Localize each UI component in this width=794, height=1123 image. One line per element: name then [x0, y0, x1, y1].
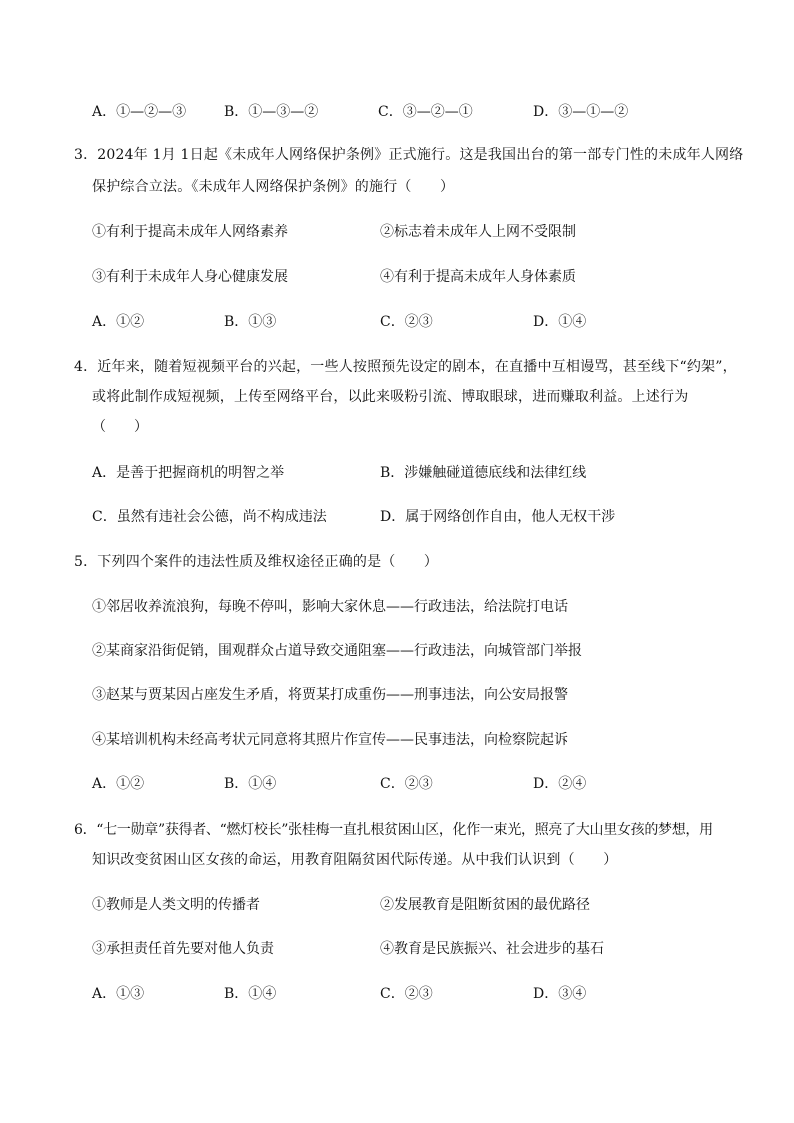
option-b: B．涉嫌触碰道德底线和法律红线	[380, 465, 587, 481]
question-stem: 3．2024年 1月 1日起《未成年人网络保护条例》正式施行。这是我国出台的第一部专门性的未成年人网络	[74, 147, 744, 163]
statement-item: ④某培训机构未经高考状元同意将其照片作宣传——民事违法，向检察院起诉	[92, 732, 568, 748]
option-b: B．①③	[224, 314, 277, 330]
option-a: A．①②	[92, 776, 145, 792]
statement-item: ②某商家沿街促销，围观群众占道导致交通阻塞——行政违法，向城管部门举报	[92, 643, 582, 659]
option-d: D．③—①—②	[533, 104, 629, 120]
question-stem: 6．“七一勋章”获得者、“燃灯校长”张桂梅一直扎根贫困山区，化作一束光，照亮了大山里女孩的梦想，用	[74, 822, 713, 838]
question-stem: 5．下列四个案件的违法性质及维权途径正确的是（ ）	[74, 554, 439, 570]
option-b: B．①④	[224, 776, 277, 792]
statement-item: ④有利于提高未成年人身体素质	[380, 269, 576, 285]
statement-item: ②发展教育是阻断贫困的最优路径	[380, 897, 590, 913]
option-d: D．属于网络创作自由，他人无权干涉	[380, 509, 616, 525]
option-d: D．③④	[533, 986, 587, 1002]
statement-item: ②标志着未成年人上网不受限制	[380, 224, 576, 240]
statement-item: ③有利于未成年人身心健康发展	[92, 269, 288, 285]
option-c: C．②③	[380, 986, 433, 1002]
option-a: A．是善于把握商机的明智之举	[92, 465, 285, 481]
option-c: C．③—②—①	[378, 104, 473, 120]
question-stem: 或将此制作成短视频，上传至网络平台，以此来吸粉引流、博取眼球，进而赚取利益。上述行为	[92, 389, 689, 405]
statement-item: ③承担责任首先要对他人负责	[92, 941, 274, 957]
question-stem: 4．近年来，随着短视频平台的兴起，一些人按照预先设定的剧本，在直播中互相谩骂，甚至线下“约架”，	[74, 359, 737, 375]
option-c: C．②③	[380, 314, 433, 330]
option-c: C．虽然有违社会公德，尚不构成违法	[92, 509, 327, 525]
option-a: A．①—②—③	[92, 104, 187, 120]
option-b: B．①④	[224, 986, 277, 1002]
statement-item: ①邻居收养流浪狗，每晚不停叫，影响大家休息——行政违法，给法院打电话	[92, 599, 568, 615]
option-c: C．②③	[380, 776, 433, 792]
statement-item: ④教育是民族振兴、社会进步的基石	[380, 941, 604, 957]
statement-item: ③赵某与贾某因占座发生矛盾，将贾某打成重伤——刑事违法，向公安局报警	[92, 687, 568, 703]
answer-blank: （ ）	[92, 419, 148, 435]
statement-item: ①教师是人类文明的传播者	[92, 897, 260, 913]
question-stem: 保护综合立法。《未成年人网络保护条例》的施行（ ）	[92, 179, 455, 195]
option-d: D．①④	[533, 314, 587, 330]
option-a: A．①③	[92, 986, 145, 1002]
option-a: A．①②	[92, 314, 145, 330]
option-b: B．①—③—②	[224, 104, 319, 120]
option-d: D．②④	[533, 776, 587, 792]
statement-item: ①有利于提高未成年人网络素养	[92, 224, 288, 240]
question-stem: 知识改变贫困山区女孩的命运，用教育阻隔贫困代际传递。从中我们认识到（ ）	[92, 852, 618, 868]
